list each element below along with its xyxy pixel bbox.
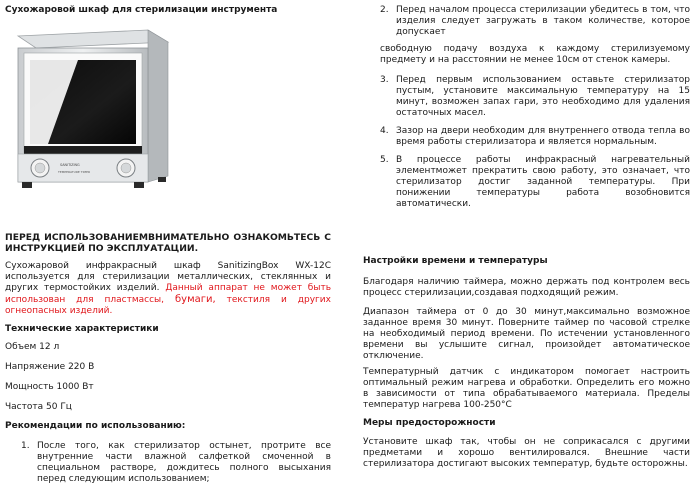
intro-warning-text: Данный аппарат не может быть использован для пластмассы, (5, 283, 331, 305)
usage-heading: Рекомендации по использованию: (5, 421, 186, 431)
usage-item-1-number: 1. (21, 441, 30, 451)
usage-item-1-text: После того, как стерилизатор остынет, протрите все внутренние части влажной салфеткой смоченной в специальном растворе, дождитесь полного высыхания перед следующим использованием; (37, 441, 331, 484)
spec-frequency: Частота 50 Гц (5, 402, 72, 412)
usage-item-3-number: 3. (380, 75, 389, 85)
usage-item-3-text: Перед первым использованием оставьте стерилизатор пустым, установите максимальную температуру на 15 минут, возможен запах гари, это необходимо для удаления остаточных масел. (396, 75, 690, 118)
sterilizer-illustration (8, 26, 176, 194)
page-title: Сухожаровой шкаф для стерилизации инструмента (5, 5, 278, 15)
intro-warning-text-large: бумаги, (174, 294, 216, 305)
intro-paragraph (5, 261, 331, 317)
usage-item-2-text: Перед началом процесса стерилизации убедитесь в том, что изделия следует загружать в таком количестве, которое допускает (396, 5, 690, 37)
spec-voltage: Напряжение 220 В (5, 362, 95, 372)
spec-power: Мощность 1000 Вт (5, 382, 94, 392)
time-paragraph-2: Диапазон таймера от 0 до 30 минут,максимально возможное заданное время 30 минут. Поверните таймер по часовой стрелке на необходимый период времени. По истечении установленного времени вы услышите сигнал, произойдет автоматическое отключение. (363, 307, 690, 361)
usage-item-4-number: 4. (380, 126, 389, 136)
usage-item-2-continuation: свободную подачу воздуха к каждому стерилизуемому предмету и на расстоянии не менее 10см от стенок камеры. (380, 44, 690, 65)
intro-warning-text-end: текстиля и других огнеопасных изделий. (5, 295, 331, 316)
warning-heading: ПЕРЕД ИСПОЛЬЗОВАНИЕМВНИМАТЕЛЬНО ОЗНАКОМЬТЕСЬ С ИНСТРУКЦИЕЙ ПО ЭКСПЛУАТАЦИИ. (5, 232, 331, 254)
usage-item-2-number: 2. (380, 5, 389, 15)
usage-item-5-text: В процессе работы инфракрасный нагревательный элементможет прекратить свою работу, это означает, что стерилизатор достиг заданной температуры. При понижении температуры работа возобновится автоматически. (396, 155, 690, 209)
specs-heading: Технические характеристики (5, 324, 159, 334)
intro-text: Сухожаровой инфракрасный шкаф SanitizingBox WX-12C используется для стерилизации металлических, стеклянных и других термостойких изделий. (5, 261, 331, 293)
time-paragraph-1: Благодаря наличию таймера, можно держать под контролем весь процесс стерилизации,создавая подходящий режим. (363, 277, 690, 298)
safety-heading: Меры предосторожности (363, 418, 496, 428)
spec-volume: Объем 12 л (5, 342, 60, 352)
brand-label: SANITIZING (60, 163, 80, 167)
time-settings-heading: Настройки времени и температуры (363, 256, 548, 266)
time-paragraph-3: Температурный датчик с индикатором помогает настроить оптимальный режим нагрева и обработки. Определить его можно в зависимости от типа обрабатываемого материала. Пределы температур нагрева 100-250°С (363, 367, 690, 410)
usage-item-4-text: Зазор на двери необходим для внутреннего отвода тепла во время работы стерилизатора и является нормальным. (396, 126, 690, 147)
safety-paragraph-1: Установите шкаф так, чтобы он не соприкасался с другими предметами и хорошо вентилировался. Внешние части стерилизатора достигают высоких температур, будьте осторожны. (363, 437, 690, 469)
panel-label: TEMPERATURE TIMER (58, 170, 91, 174)
usage-item-5-number: 5. (380, 155, 389, 165)
